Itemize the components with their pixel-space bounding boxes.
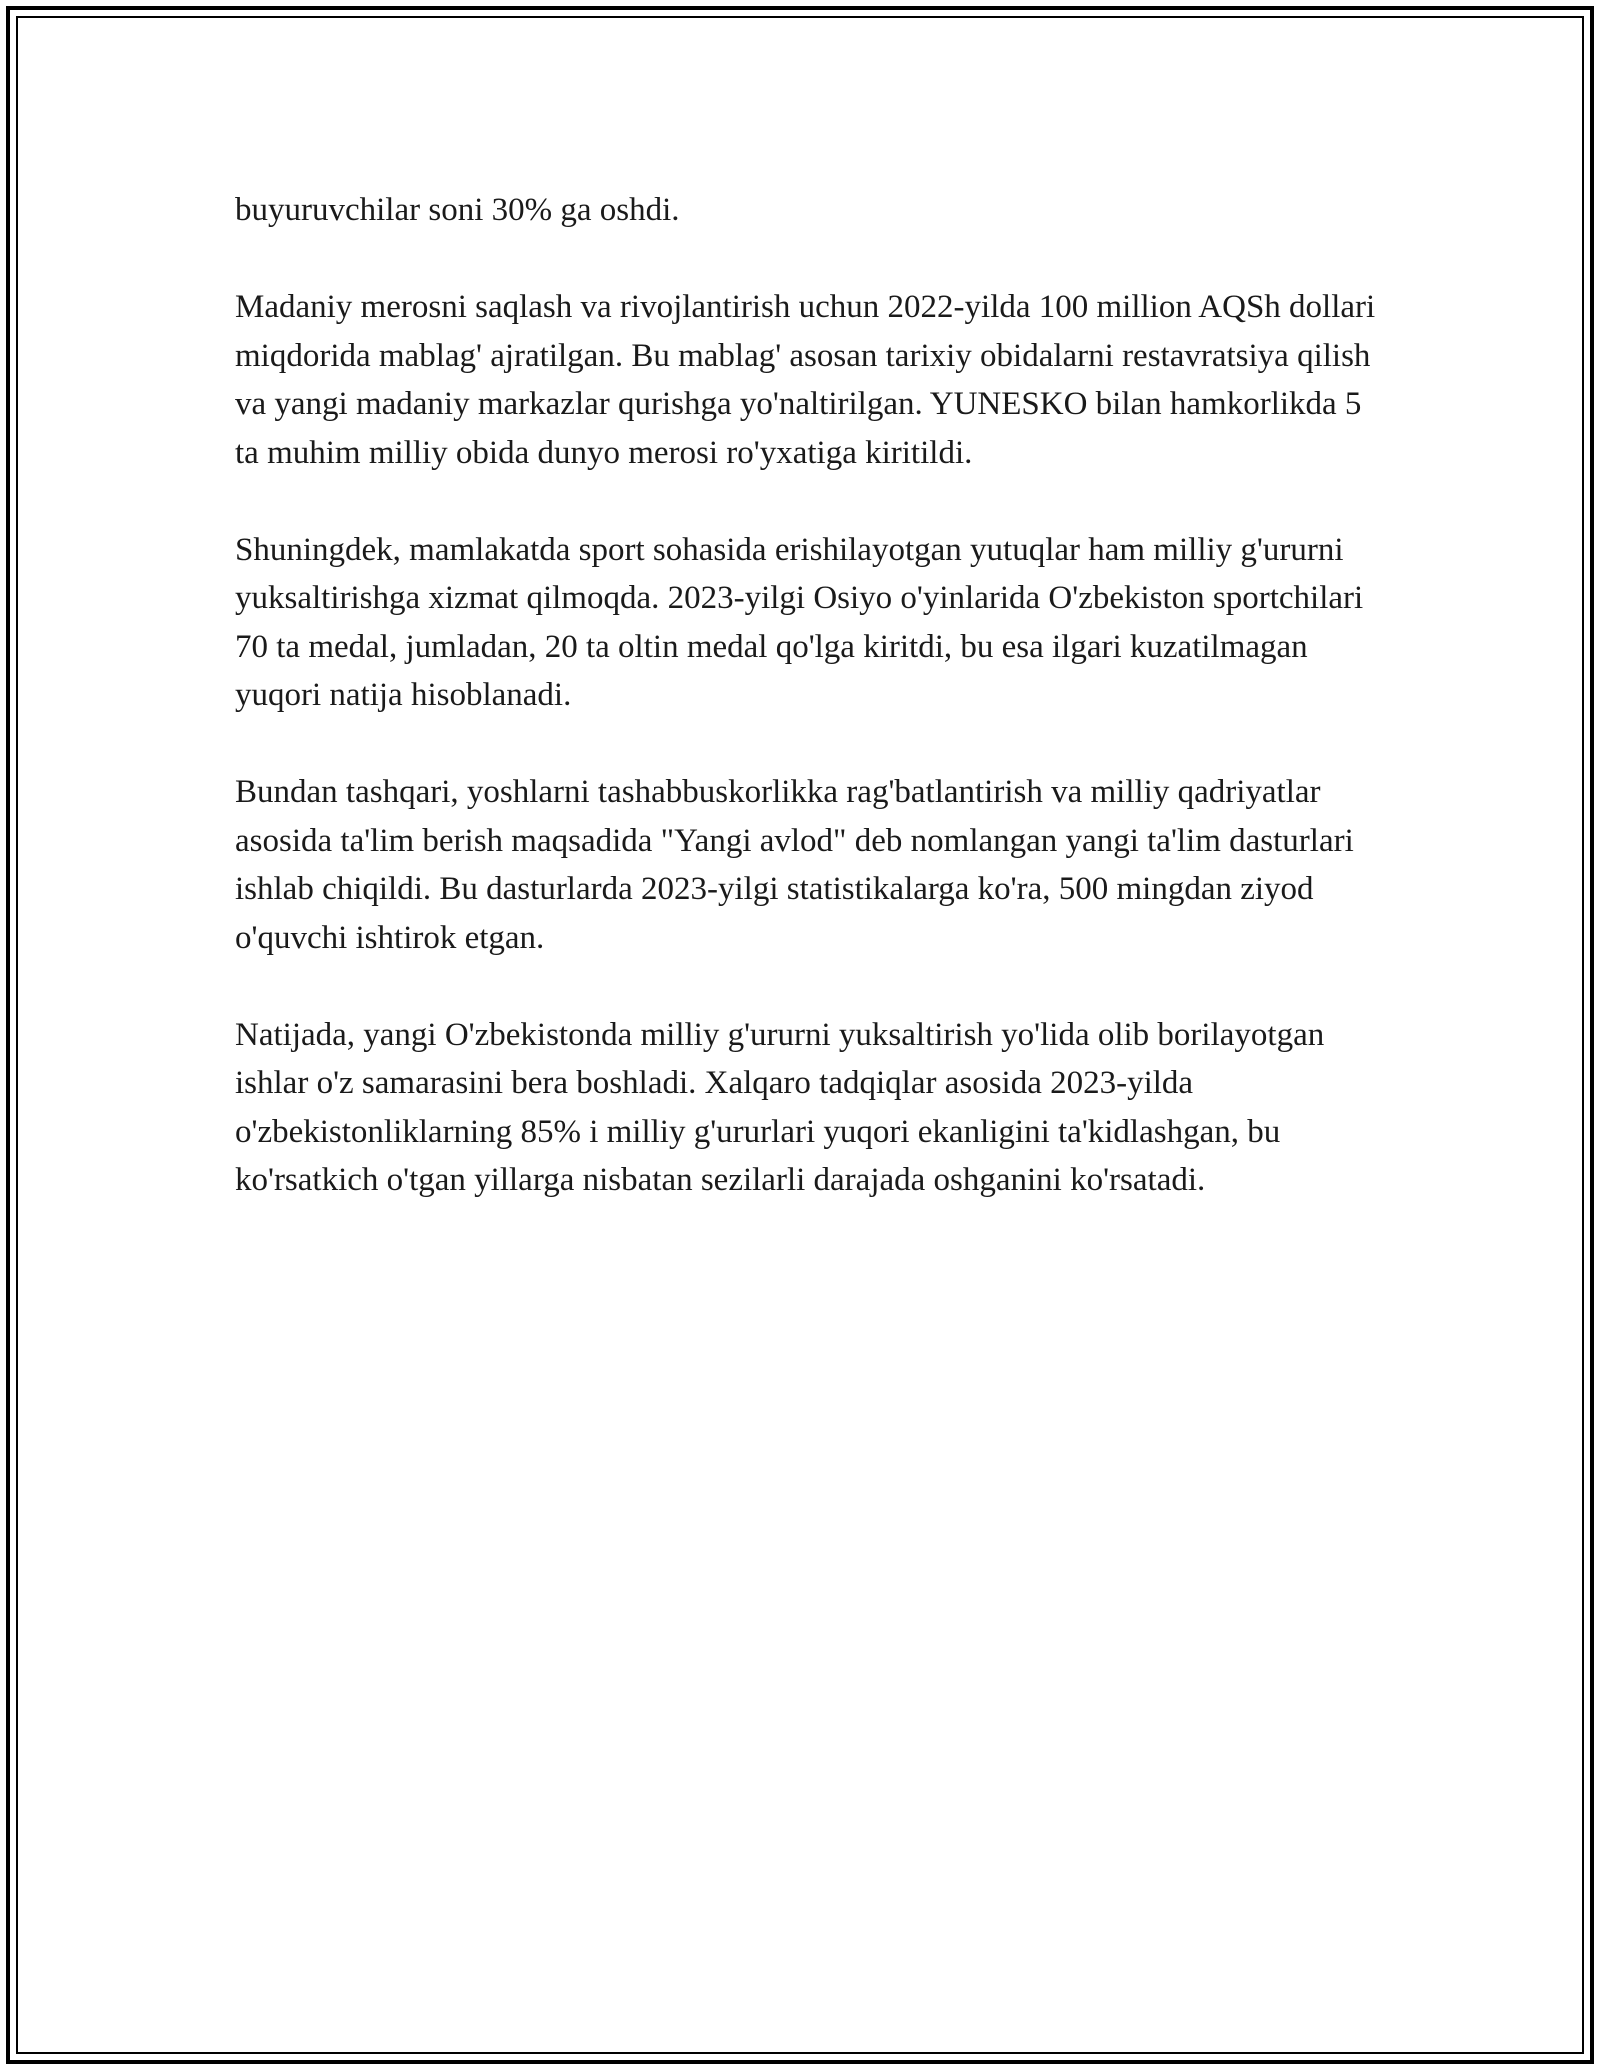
paragraph-4: Bundan tashqari, yoshlarni tashabbuskorlikka rag'batlantirish va milliy qadriyatlar asosida ta'lim berish maqsadida "Yangi avlod" deb nomlangan yangi ta'lim dasturlari ishlab chiqildi. Bu dasturlarda 2023-yilgi statistikalarga ko'ra, 500 mingdan ziyod o'quvchi ishtirok etgan. bbox=[235, 774, 1354, 956]
document-body bbox=[235, 186, 1385, 1253]
paragraph-5: Natijada, yangi O'zbekistonda milliy g'ururni yuksaltirish yo'lida olib borilayotgan ishlar o'z samarasini bera boshladi. Xalqaro tadqiqlar asosida 2023-yilda o'zbekistonliklarning 85% i milliy g'ururlari yuqori ekanligini ta'kidlashgan, bu ko'rsatkich o'tgan yillarga nisbatan sezilarli darajada oshganini ko'rsatadi. bbox=[235, 1016, 1325, 1198]
paragraph-3: Shuningdek, mamlakatda sport sohasida erishilayotgan yutuqlar ham milliy g'ururni yuksaltirishga xizmat qilmoqda. 2023-yilgi Osiyo o'yinlarida O'zbekiston sportchilari 70 ta medal, jumladan, 20 ta oltin medal qo'lga kiritdi, bu esa ilgari kuzatilmagan yuqori natija hisoblanadi. bbox=[235, 531, 1364, 713]
paragraph-2: Madaniy merosni saqlash va rivojlantirish uchun 2022-yilda 100 million AQSh dollari miqdorida mablag' ajratilgan. Bu mablag' asosan tarixiy obidalarni restavratsiya qilish va yangi madaniy markazlar qurishga yo'naltirilgan. YUNESKO bilan hamkorlikda 5 ta muhim milliy obida dunyo merosi ro'yxatiga kiritildi. bbox=[235, 289, 1376, 471]
paragraph-1: buyuruvchilar soni 30% ga oshdi. bbox=[235, 192, 680, 228]
